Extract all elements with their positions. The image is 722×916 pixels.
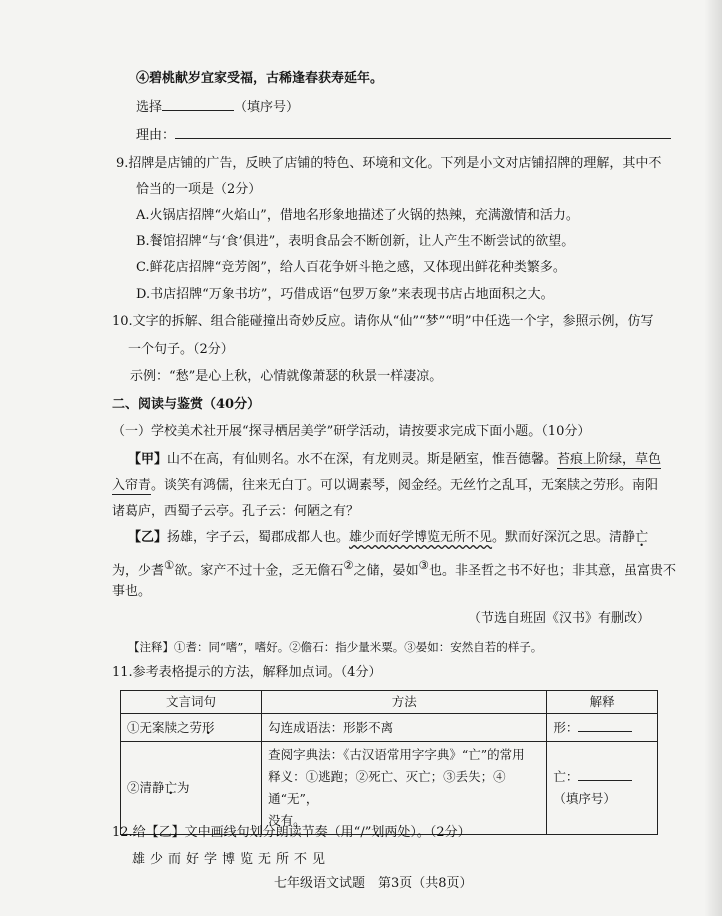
footnote-1: ①	[164, 558, 175, 572]
jia-line2	[112, 477, 658, 495]
table-row	[121, 742, 658, 835]
q10-stem-line2: 一个句子。（2分）	[128, 342, 234, 357]
source-note: （节选自班固《汉书》有删改）	[468, 611, 651, 626]
jia-underlined-2: 入帘青	[112, 478, 152, 493]
q9-option-c: C.鲜花店招牌“竞芳阁”，给人百花争妍斗艳之感，又体现出鲜花种类繁多。	[136, 260, 566, 275]
yi-tag: 【乙】	[128, 530, 168, 545]
q9-stem-line1: 9.招牌是店铺的广告，反映了店铺的特色、环境和文化。下列是小文对店铺招牌的理解，其中不	[116, 156, 662, 171]
row2-phrase: ②清静亡为	[121, 742, 262, 835]
section2-intro: （一）学校美术社开展“探寻栖居美学”研学活动，请按要求完成下面小题。（10分）	[112, 424, 591, 439]
q12-stem: 12.给【乙】文中画线句划分朗读节奏（用“/”划两处）。（2分）	[112, 825, 471, 840]
yi-wavy-sentence: 雄少而好学博览无所不见	[349, 530, 493, 545]
yi-text-2b: 欲。家产不过十金，乏无儋石	[174, 563, 344, 579]
q12-sentence: 雄少而好学博览无所不见	[132, 852, 331, 867]
q11-stem: 11.参考表格提示的方法，解释加点词。（4分）	[112, 665, 382, 680]
table-header-row	[121, 691, 658, 714]
reason-label: 理由：	[136, 128, 176, 143]
header-method: 方法	[262, 691, 547, 714]
dotted-xing: 形	[202, 719, 215, 735]
jia-line1	[128, 451, 661, 469]
jia-text-2a: 。谈笑有鸿儒，往来无白丁。可以调素琴，阅金经。无丝竹之乱耳，无案牍之劳形。南阳	[151, 478, 659, 493]
q9-option-b: B.餐馆招牌“与‘食’俱进”，表明食品会不断创新，让人产生不断尝试的欲望。	[136, 234, 575, 249]
header-answer: 解释	[547, 691, 658, 714]
yi-line3: 事也。	[112, 584, 152, 599]
dotted-wang: 亡	[164, 780, 178, 795]
row1-answer: 形：	[547, 714, 658, 742]
yi-text-1a: 扬雄，字子云，蜀郡成都人也。	[167, 530, 350, 545]
header-phrase: 文言词句	[121, 691, 262, 714]
footnote-3: ③	[418, 558, 429, 572]
reason-blank[interactable]	[175, 126, 671, 139]
table-row	[121, 714, 658, 742]
footnote-2: ②	[343, 558, 354, 572]
jia-line3: 诸葛庐，西蜀子云亭。孔子云：何陋之有？	[112, 504, 360, 519]
q10-example: 示例：“愁”是心上秋，心情就像萧瑟的秋景一样凄凉。	[130, 369, 443, 384]
q11-table	[120, 690, 658, 835]
row1-phrase: ①无案牍之劳形	[121, 714, 262, 742]
yi-line1	[128, 529, 648, 547]
annotation: 【注释】①耆：同“嗜”，嗜好。②儋石：指少量米粟。③晏如：安然自若的样子。	[128, 640, 543, 654]
choose-row	[136, 98, 299, 117]
yi-text-2d: 也。非圣哲之书不好也；非其意，虽富贵不	[428, 563, 676, 579]
q9-option-d: D.书店招牌“万象书坊”，巧借成语“包罗万象”来表现书店占地面积之大。	[136, 287, 554, 302]
row1-method: 勾连成语法：形影不离	[262, 714, 547, 742]
answer-blank-xing[interactable]	[578, 719, 632, 732]
page-footer: 七年级语文试题 第3页（共8页）	[274, 876, 473, 891]
option-line-4: ④碧桃献岁宜家受福，古稀逢春获寿延年。	[136, 71, 384, 86]
q9-stem-line2: 恰当的一项是（2分）	[136, 182, 262, 197]
row2-answer: 亡： （填序号）	[547, 742, 658, 835]
choose-blank[interactable]	[162, 98, 234, 111]
jia-text-1a: 山不在高，有仙则名。水不在深，有龙则灵。斯是陋室，惟吾德馨。	[167, 452, 558, 467]
yi-line2	[112, 556, 676, 580]
choose-hint: （填序号）	[234, 100, 300, 115]
yi-text-2c: 之储，晏如	[353, 563, 419, 579]
q9-option-a: A.火锅店招牌“火焰山”，借地名形象地描述了火锅的热辣，充满激情和活力。	[136, 208, 579, 223]
jia-underlined-1: 苔痕上阶绿，草色	[557, 452, 662, 467]
jia-tag: 【甲】	[128, 452, 168, 467]
answer-blank-wang[interactable]	[578, 768, 632, 781]
yi-dotted-wang: 亡	[635, 530, 649, 545]
row2-method: 查阅字典法：《古汉语常用字字典》“亡”的常用 释义：①逃跑；②死亡、灭亡；③丢失；④通“无”， 没有。	[262, 742, 547, 835]
yi-text-2a: 为，少耆	[112, 563, 165, 579]
choose-label: 选择	[136, 100, 163, 115]
yi-text-1b: 。默而好深沉之思。清静	[492, 530, 636, 545]
section2-title: 二、阅读与鉴赏（40分）	[112, 397, 261, 412]
reason-row	[136, 126, 671, 145]
q10-stem-line1: 10.文字的拆解、组合能碰撞出奇妙反应。请你从“仙”“梦”“明”中任选一个字，参照示例，仿写	[112, 314, 654, 329]
